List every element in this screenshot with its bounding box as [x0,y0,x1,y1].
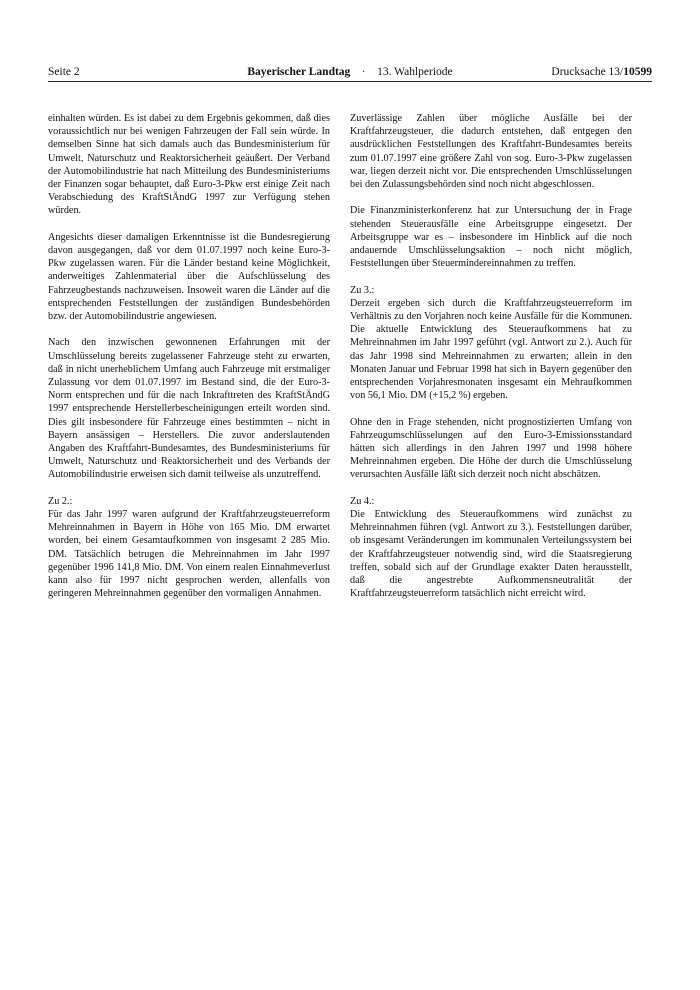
left-column [48,112,330,614]
left-paragraph-2: Angesichts dieser damaligen Erkenntnisse ist die Bundesregierung davon ausgegangen, daß vor dem 01.07.1997 noch keine Euro-3-Pkw zugelassen waren. Für die Länder bestand keine Möglichkeit, anderweitiges Zahlenmaterial über die Aufschlüsselung des Fahrzeugbestands nachzuweisen. Insoweit waren die Länder auf die entsprechenden Feststellungen der zuständigen Bundesbehörden bzw. der Automobilindustrie angewiesen. [48,231,330,323]
header-rule [48,81,652,82]
page-header [48,64,652,80]
right-paragraph-1: Zuverlässige Zahlen über mögliche Ausfälle bei der Kraftfahrzeugsteuer, die dadurch entstehen, daß entgegen den ausdrücklichen Feststellungen des Kraftfahrt-Bundesamtes bereits zum 01.07.1997 eine größere Zahl von sog. Euro-3-Pkw zugelassen war, liegen derzeit nicht vor. Die entsprechenden Umschlüsselungen bei den Zulassungsbehörden sind noch nicht abgeschlossen. [350,113,632,191]
drucksache-reference [551,64,652,80]
header-separator: · [361,66,366,78]
drucksache-label: Drucksache 13/ [551,66,624,78]
left-paragraph-1: einhalten würden. Es ist dabei zu dem Ergebnis gekommen, daß dies voraussichtlich nur bei wenigen Fahrzeugen der Fall sein würde. In demselben Sinne hat sich damals auch das Bundesministerium für Umwelt, Naturschutz und Reaktorsicherheit geäußert. Der Verband der Automobilindustrie hat nach Mitteilung des Bundesministeriums der Finanzen sogar behauptet, daß Euro-3-Pkw erst einige Zeit nach Verabschiedung des KraftStÄndG 1997 zur Verfügung stehen würden. [48,113,330,217]
left-paragraph-3: Nach den inzwischen gewonnenen Erfahrungen mit der Umschlüsselung bereits zugelassener Fahrzeuge steht zu erwarten, daß in nicht unerheblichem Umfang auch Fahrzeuge mit erstmaliger Zulassung vor dem 01.07.1997 im Bestand sind, die der Euro-3-Norm entsprechen und für die nach Inkrafttreten des KraftStÄndG 1997 entsprechende Herstellerbescheinigungen erteilt worden sind. Dies gilt insbesondere für Fahrzeuge eines bestimmten – nicht in Bayern ansässigen – Herstellers. Die zuvor anderslautenden Angaben des Kraftfahrt-Bundesamtes, des Bundesministeriums für Umwelt, Naturschutz und Reaktorsicherheit und des Verbands der Automobilindustrie erweisen sich damit teilweise als unzutreffend. [48,337,330,481]
answer-3-heading: Zu 3.: [350,284,375,296]
answer-2-text: Für das Jahr 1997 waren aufgrund der Kraftfahrzeugsteuerreform Mehreinnahmen in Bayern in Höhe von 165 Mio. DM erwartet worden, bei einem Gesamtaufkommen von insgesamt 2 285 Mio. DM. Tatsächlich betrugen die Mehreinnahmen im Jahr 1997 gegenüber 1996 141,8 Mio. DM. Von einem realen Einnahmeverlust kann also für 1997 nicht gesprochen werden, allenfalls von geringeren Mehreinnahmen gegenüber den vormaligen Annahmen. [48,509,330,600]
answer-4-text: Die Entwicklung des Steueraufkommens wird zunächst zu Mehreinnahmen führen (vgl. Antwort zu 3.). Feststellungen darüber, ob insgesamt Veränderungen im kommunalen Verteilungssystem bei der Kraftfahrzeugsteuer notwendig sind, wird die Staatsregierung treffen, sobald sich auf der Grundlage exakter Daten herausstellt, daß die angestrebte Aufkommensneutralität der Kraftfahrzeugsteuerreform tatsächlich nicht erreicht wird. [350,509,632,600]
right-paragraph-3: Ohne den in Frage stehenden, nicht prognostizierten Umfang von Fahrzeugumschlüsselungen auf den Euro-3-Emissionsstandard hätten sich allerdings in den Jahren 1997 und 1998 höhere Mehreinnahmen ergeben. Die Höhe der durch die Umschlüsselung verursachten Ausfälle läßt sich derzeit noch nicht abschätzen. [350,416,632,481]
answer-2-heading: Zu 2.: [48,495,73,507]
wahlperiode: 13. Wahlperiode [377,66,453,78]
right-column [350,112,632,614]
page-number: Seite 2 [48,66,80,78]
answer-3-text: Derzeit ergeben sich durch die Kraftfahrzeugsteuerreform im Verhältnis zu den Vorjahren noch keine Ausfälle für die Kommunen. Die aktuelle Entwicklung des Steueraufkommens hat zu Mehreinnahmen im Jahr 1997 geführt (vgl. Antwort zu 2.). Auch für das Jahr 1998 sind Mehreinnahmen zu erwarten; allein in den Monaten Januar und Februar 1998 hat sich in Bayern gegenüber den entsprechenden Vorjahresmonaten insgesamt ein Mehraufkommen von 56,1 Mio. DM (+15,2 %) ergeben. [350,297,632,402]
answer-4-heading: Zu 4.: [350,495,375,507]
right-paragraph-2: Die Finanzministerkonferenz hat zur Untersuchung der in Frage stehenden Steuerausfälle eine Arbeitsgruppe eingesetzt. Der Arbeitsgruppe war es – insbesondere im Hinblick auf die noch andauernde Umschlüsselungsaktion – noch nicht möglich, Feststellungen über Steuermindereinnahmen zu treffen. [350,205,632,270]
drucksache-number: 10599 [623,66,652,78]
landtag-title: Bayerischer Landtag [247,66,351,78]
